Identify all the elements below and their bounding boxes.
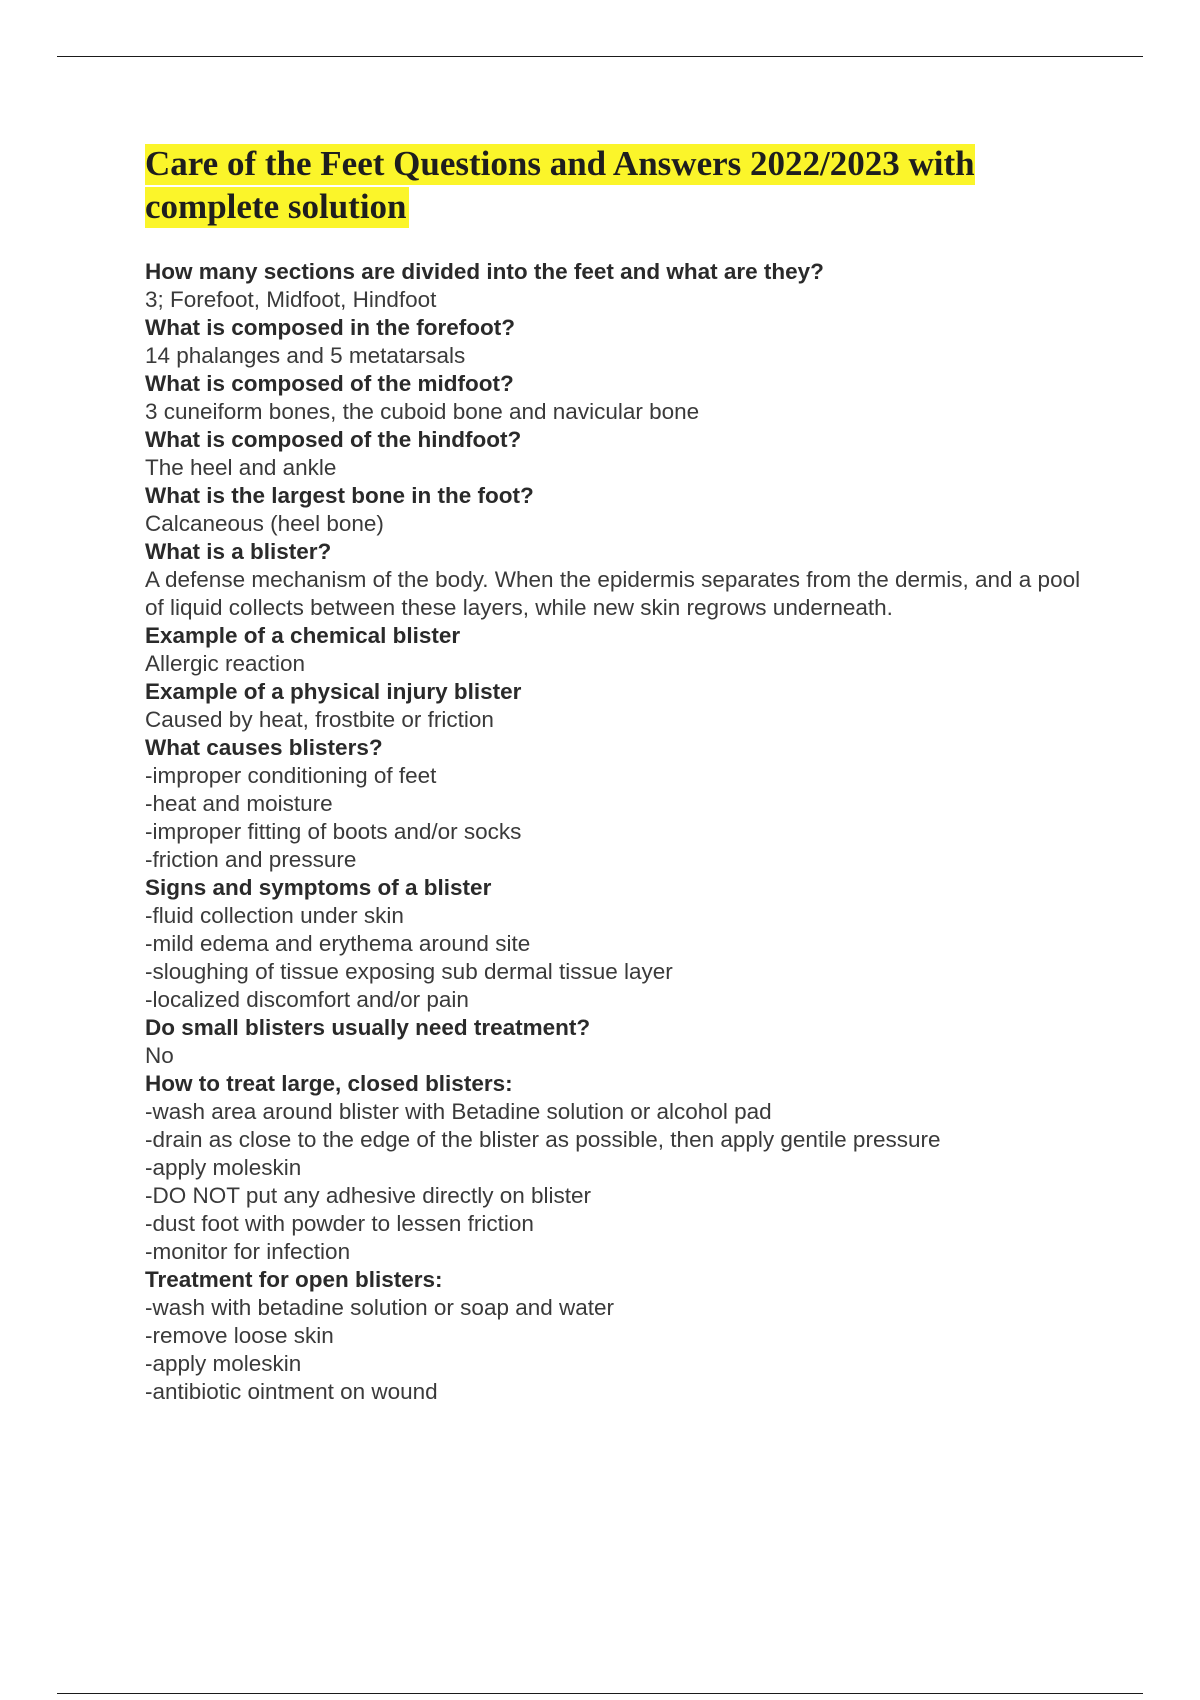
answer-line: -sloughing of tissue exposing sub dermal tissue layer xyxy=(145,959,673,984)
answer-line: Allergic reaction xyxy=(145,651,306,676)
answer-line: 14 phalanges and 5 metatarsals xyxy=(145,343,466,368)
answer-line: -antibiotic ointment on wound xyxy=(145,1379,438,1404)
question-text: What is composed in the forefoot? xyxy=(145,315,515,340)
answer-line: -DO NOT put any adhesive directly on blister xyxy=(145,1183,592,1208)
question-text: Signs and symptoms of a blister xyxy=(145,875,492,900)
answer-line: -apply moleskin xyxy=(145,1155,302,1180)
question-text: What causes blisters? xyxy=(145,735,383,760)
answer-line: -dust foot with powder to lessen friction xyxy=(145,1211,534,1236)
answer-line: -friction and pressure xyxy=(145,847,357,872)
answer-line: Caused by heat, frostbite or friction xyxy=(145,707,494,732)
answer-line: -drain as close to the edge of the blister as possible, then apply gentile pressure xyxy=(145,1127,941,1152)
answer-block xyxy=(145,650,1105,678)
question-text: Treatment for open blisters: xyxy=(145,1267,443,1292)
question-text: What is composed of the midfoot? xyxy=(145,371,514,396)
answer-line: 3; Forefoot, Midfoot, Hindfoot xyxy=(145,287,437,312)
answer-block xyxy=(145,566,1105,622)
answer-block xyxy=(145,286,1105,314)
qa-item xyxy=(145,622,1105,678)
question-text: What is the largest bone in the foot? xyxy=(145,483,534,508)
answer-block xyxy=(145,1042,1105,1070)
qa-item xyxy=(145,258,1105,314)
answer-line: -mild edema and erythema around site xyxy=(145,931,531,956)
answer-block xyxy=(145,1098,1105,1266)
qa-item xyxy=(145,1014,1105,1070)
question-text: Do small blisters usually need treatment? xyxy=(145,1015,591,1040)
answer-line: -remove loose skin xyxy=(145,1323,334,1348)
answer-block xyxy=(145,1294,1105,1406)
qa-item xyxy=(145,678,1105,734)
answer-line: 3 cuneiform bones, the cuboid bone and navicular bone xyxy=(145,399,700,424)
answer-line: A defense mechanism of the body. When the epidermis separates from the dermis, and a pool of liquid collects between these layers, while new skin regrows underneath. xyxy=(145,567,1081,620)
question-text: Example of a chemical blister xyxy=(145,623,461,648)
answer-block xyxy=(145,706,1105,734)
qa-item xyxy=(145,734,1105,874)
answer-line: -fluid collection under skin xyxy=(145,903,404,928)
answer-line: -improper fitting of boots and/or socks xyxy=(145,819,522,844)
answer-block xyxy=(145,342,1105,370)
qa-item xyxy=(145,314,1105,370)
answer-line: -heat and moisture xyxy=(145,791,333,816)
qa-item xyxy=(145,538,1105,622)
answer-line: Calcaneous (heel bone) xyxy=(145,511,384,536)
answer-block xyxy=(145,454,1105,482)
question-text: How many sections are divided into the feet and what are they? xyxy=(145,259,824,284)
answer-block xyxy=(145,762,1105,874)
top-rule xyxy=(57,56,1143,57)
question-text: How to treat large, closed blisters: xyxy=(145,1071,513,1096)
answer-line: The heel and ankle xyxy=(145,455,337,480)
qa-item xyxy=(145,370,1105,426)
qa-item xyxy=(145,1070,1105,1266)
question-text: What is composed of the hindfoot? xyxy=(145,427,522,452)
bottom-rule xyxy=(57,1693,1143,1694)
answer-line: -wash with betadine solution or soap and water xyxy=(145,1295,615,1320)
qa-item xyxy=(145,1266,1105,1406)
qa-list xyxy=(145,258,1105,1406)
question-text: What is a blister? xyxy=(145,539,332,564)
answer-line: -apply moleskin xyxy=(145,1351,302,1376)
answer-block xyxy=(145,510,1105,538)
answer-line: -wash area around blister with Betadine solution or alcohol pad xyxy=(145,1099,772,1124)
qa-item xyxy=(145,482,1105,538)
qa-item xyxy=(145,874,1105,1014)
title-highlight: Care of the Feet Questions and Answers 2022/2023 with complete solution xyxy=(145,144,975,226)
answer-line: -localized discomfort and/or pain xyxy=(145,987,469,1012)
answer-block xyxy=(145,902,1105,1014)
qa-item xyxy=(145,426,1105,482)
document-title xyxy=(145,142,1085,228)
answer-block xyxy=(145,398,1105,426)
question-text: Example of a physical injury blister xyxy=(145,679,522,704)
answer-line: -monitor for infection xyxy=(145,1239,351,1264)
answer-line: -improper conditioning of feet xyxy=(145,763,437,788)
answer-line: No xyxy=(145,1043,174,1068)
